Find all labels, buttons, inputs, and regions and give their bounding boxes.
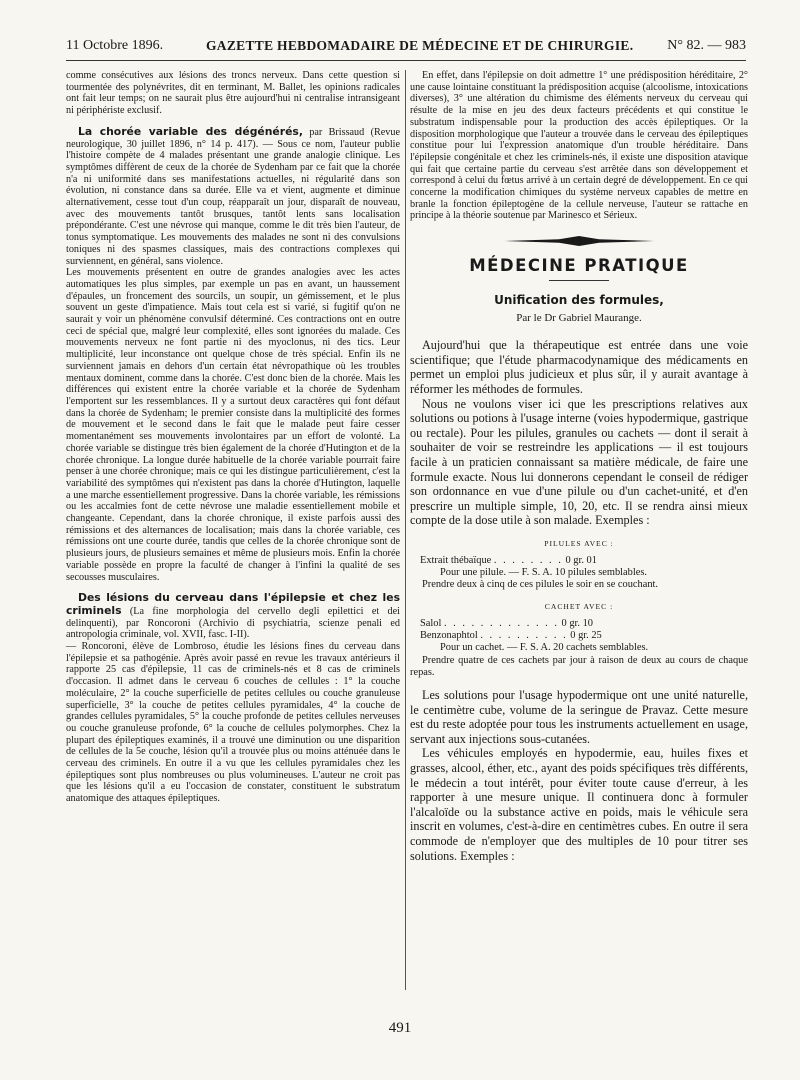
article-paragraph-3: Les solutions pour l'usage hypodermique ont une unité naturelle, le centimètre cube, volume de la seringue de Pravaz. Cette mesure est du reste adoptée pour tous les instruments actuellement en usage, servant aux injections sous-cutanées. [410, 688, 748, 746]
article-title: Unification des formules, [494, 292, 664, 307]
prescription-1-ingredient: Extrait thébaïque [420, 554, 492, 566]
chorea-reference: par Brissaud (Revue neurologique, 30 juillet 1896, n° 14 p. 417). — [66, 126, 400, 150]
header-rule [66, 60, 746, 61]
prescription-2-formula: Pour un cachet. — F. S. A. 20 cachets semblables. [440, 642, 649, 654]
article-paragraph-1: Aujourd'hui que la thérapeutique est entrée dans une voie scientifique; que l'étude pharmacodynamique des médicaments en permet un emploi plus judicieux et plus sûr, il y aurait avantage à réformer les méthodes de formules. [410, 338, 748, 397]
chorea-article-heading [66, 126, 400, 267]
heading-rule [549, 280, 609, 281]
column-divider [405, 70, 406, 990]
prescription-2-leader-2: . . . . . . . . . . [480, 630, 568, 642]
prescription-2-line-2 [410, 630, 748, 642]
ornament-divider-icon [504, 236, 654, 246]
prescription-1-instructions: Prendre deux à cinq de ces pilules le soir en se couchant. [422, 579, 659, 591]
prescription-2-ingredient-2: Benzonaphtol [420, 630, 478, 642]
article-byline: Par le Dr Gabriel Maurange. [516, 311, 642, 324]
chorea-title: La chorée variable des dégénérés, [78, 124, 303, 138]
prescription-1-dose: 0 gr. 01 [565, 554, 597, 566]
prescription-2-ingredient-1: Salol [420, 617, 442, 629]
left-intro-paragraph: comme consécutives aux lésions des troncs nerveux. Dans cette question si tourmentée des polynévrites, dit en terminant, M. Ballet, les opinions radicales ont fait leur temps; on ne saurait plus être aujourd'hui ni centralise intransigeant ni périphériste exclusif. [66, 70, 400, 117]
chorea-paragraph-2: Les mouvements présentent en outre de grandes analogies avec les actes automatiques les plus simples, par exemple un pas en avant, un haussement d'épaules, un froncement des sourcils, un soupir, un gémissement, et le plus souvent un geste d'impatience. Mais tout cela est si varié, si fugitif qu'on ne saurait y voir un phénomène convulsif déterminé. Ces contractions ont en outre ceci de spécial que, malgré leur complexité, elles sont ignorées du malade. Ces mouvements nerveux ne font partie ni des myoclonus, ni des tics. Leur multiplicité, leur inconstance ont quelque chose de très spécial. Enfin ils ne surviennent jamais en dehors d'un certain état névropathique où les troubles mentaux dominent, comme dans la chorée. C'est donc bien de la chorée. Mais les différences qui existent entre la chorée variable et la chorée de Sydenham l'emportent sur les ressemblances. Il y a surtout deux caractères qui font défaut dans la chorée de Sydenham; le premier consiste dans la multiplicité des formes de mouvement et le second dans le fait que le malade peut faire cesser momentanément ses mouvements involontaires par un effort de volonté. La chorée variable se distingue très bien également de la chorée d'Hutington et de la chorée chronique. La longue durée habituelle de la chorée variable pourrait faire penser à une chorée chronique; mais ce qui les distingue particulièrement, c'est la variabilité des symptômes qui n'existent pas dans la chorée d'Hutington, laquelle a une marche essentiellement progressive. Dans la chorée variable, les rémissions ou les accalmies font de cette névrose une maladie essentiellement mobile et changeante. Cependant, dans la chorée chronique, il existe parfois aussi des rémissions et des alternances de localisation; mais dans la chorée variable, ces rémissions ont une courte durée, tandis que celles de la chorée chronique sont de plusieurs jours, de plusieurs semaines et même de plusieurs mois. Enfin la chorée variable possède en propre la faculté de changer à l'infini la qualité de ses secousses musculaires. [66, 267, 400, 583]
article-paragraph-2: Nous ne voulons viser ici que les prescriptions relatives aux solutions ou potions à l'usage interne (voies hypodermique, gastrique ou rectale). Pour les pilules, granules ou cachets — dont il serait à souhaiter de voir se restreindre les applications — il est toujours facile à un praticien connaissant sa matière médicale, de faire une formule exacte. Nous lui donnerons cependant le conseil de rédiger son ordonnance en vue d'une pilule ou d'un cachet-unité, et d'en prescrire un multiple simple, 10, 20, etc. Il se rendra ainsi mieux compte de la dose utile à son malade. Exemples : [410, 396, 748, 528]
prescription-2-heading: CACHET AVEC : [544, 602, 614, 612]
brain-title: Des lésions du cerveau dans l'épilepsie et chez les criminels [66, 591, 400, 617]
article-paragraph-4: Les véhicules employés en hypodermie, eau, huiles fixes et grasses, alcool, éther, etc., ayant des poids spécifiques très différents, le médecin a tout intérêt, pour éviter toute cause d'erreur, à les rapporter à une mesure unique. Il continuera donc à formuler l'alcaloïde ou la substance active en poids, mais le véhicule sera inscrit en volumes, c'est-à-dire en centimètres cubes. En outre il sera commode de n'employer que des multiples de 10 pour titrer ses solutions. Exemples : [410, 746, 748, 863]
page-folio: 491 [388, 1020, 412, 1036]
prescription-2-dose-2: 0 gr. 25 [570, 630, 602, 642]
epilepsy-continuation-paragraph: En effet, dans l'épilepsie on doit admettre 1° une prédisposition héréditaire, 2° une cause lointaine constituant la prédisposition acquise (alcoolisme, intoxications diverses), 3° une altération du chimisme des éléments nerveux du cerveau qui résulte de la mise en jeu des deux facteurs précédents et qui constitue le substratum indispensable pour la production des accès épileptiques. Or la disposition morphologique que l'auteur a trouvée dans le cerveau des épileptiques constitue pour lui l'expression anatomique d'un trouble héréditaire. Dans l'épilepsie congénitale et chez les criminels-nés, il existe une disposition atavique qui fait que certaine partie du cerveau s'est arrêtée dans son développement et correspond à celui du fœtus arrivé à un certain degré de développement. En ce qui concerne la modification chimiques du système nerveux capables de mettre en branle la fonction épileptogène de la cellule nerveuse, l'auteur se rattache en principe à la théorie soutenue par Marinesco et Sérieux. [410, 70, 748, 222]
prescription-1-leader: . . . . . . . . [493, 554, 563, 566]
running-head [66, 38, 746, 60]
chorea-paragraph-1: Sous ce nom, l'auteur publie l'histoire compète de 4 malades présentant une grande analogie clinique. Les symptômes diffèrent de ceux de la chorée de Sydenham par ce fait que la chorée n'a ni uniformité dans ses manifestations actuelles, ni régularité dans son évolution, ni constance dans sa durée. Elle va et vient, augmente et diminue alternativement, cesse tout d'un coup, réapparaît un jour, disparaît de nouveau, avec des mouvements tantôt brusques, tantôt lents sans localisation prépondérante. C'est une névrose qui manque, comme le dit très bien l'auteur, de tonus symptomatique. Les mouvements des malades ne sont ni des convulsions toniques ni des spasmes classiques, mais des contractions complexes qui surviennent, en général, sans violence. [66, 138, 400, 267]
issue-page-number: N° 82. — 983 [667, 38, 746, 53]
brain-article-heading [66, 592, 400, 641]
prescription-1-formula: Pour une pilule. — F. S. A. 10 pilules semblables. [440, 566, 647, 578]
article-body-continued [410, 688, 748, 863]
prescription-1-heading: PILULES AVEC : [544, 538, 614, 548]
prescription-2-leader-1: . . . . . . . . . . . . . [443, 617, 559, 629]
journal-title: GAZETTE HEBDOMADAIRE DE MÉDECINE ET DE CHIRURGIE. [206, 38, 634, 53]
right-column [410, 70, 748, 863]
prescription-2-dose-1: 0 gr. 10 [561, 617, 594, 629]
article-body [410, 338, 748, 528]
brain-reference: (La fine morphologia del cervello degli epilettici et dei delinquenti), par Roncoroni (Archivio di psychiatria, scienze penali ed antropologia criminale, vol. XVII, fasc. I-II). [66, 605, 400, 641]
issue-date: 11 Octobre 1896. [66, 38, 164, 53]
prescription-2-line-1 [410, 618, 748, 630]
brain-paragraph-1: — Roncoroni, élève de Lombroso, étudie les lésions fines du cerveau dans l'épilepsie et sa pathogénie. Après avoir passé en revue les travaux antérieurs il rapporte 25 cas d'épilepsie, 11 cas de criminels-nés et 8 cas de criminels d'occasion. Il admet dans le cerveau 6 couches de cellules : 1° la couche moléculaire, 2° la couche superficielle de petites cellules ou couche granuleuse superficielle, 3° la couche de petites cellules pyramidales, 4° la couche de grandes cellules pyramidales, 5° la couche profonde de petites cellules nerveuses ou couche granuleuse profonde, 6° la couche de cellules polymorphes. Chez la plupart des épileptiques examinés, il a trouvé une diminution ou une disparition de cellules de la 5e couche, lésion qu'il a trouvée plus ou moins atténuée dans le cerveau des criminels. En outre il a vu que les cellules pyramidales chez les épileptiques sont plus nombreuses ou plus volumineuses. L'auteur ne croit pas que les lésions qu'il a eu l'occasion de constater, constituent le substratum anatomique des attaques épileptiques. [66, 641, 400, 805]
prescription-2-instructions: Prendre quatre de ces cachets par jour à raison de deux au cours de chaque repas. [410, 654, 748, 678]
left-column [66, 70, 400, 805]
prescription-1-line [410, 555, 748, 567]
section-heading: MÉDECINE PRATIQUE [469, 256, 689, 276]
